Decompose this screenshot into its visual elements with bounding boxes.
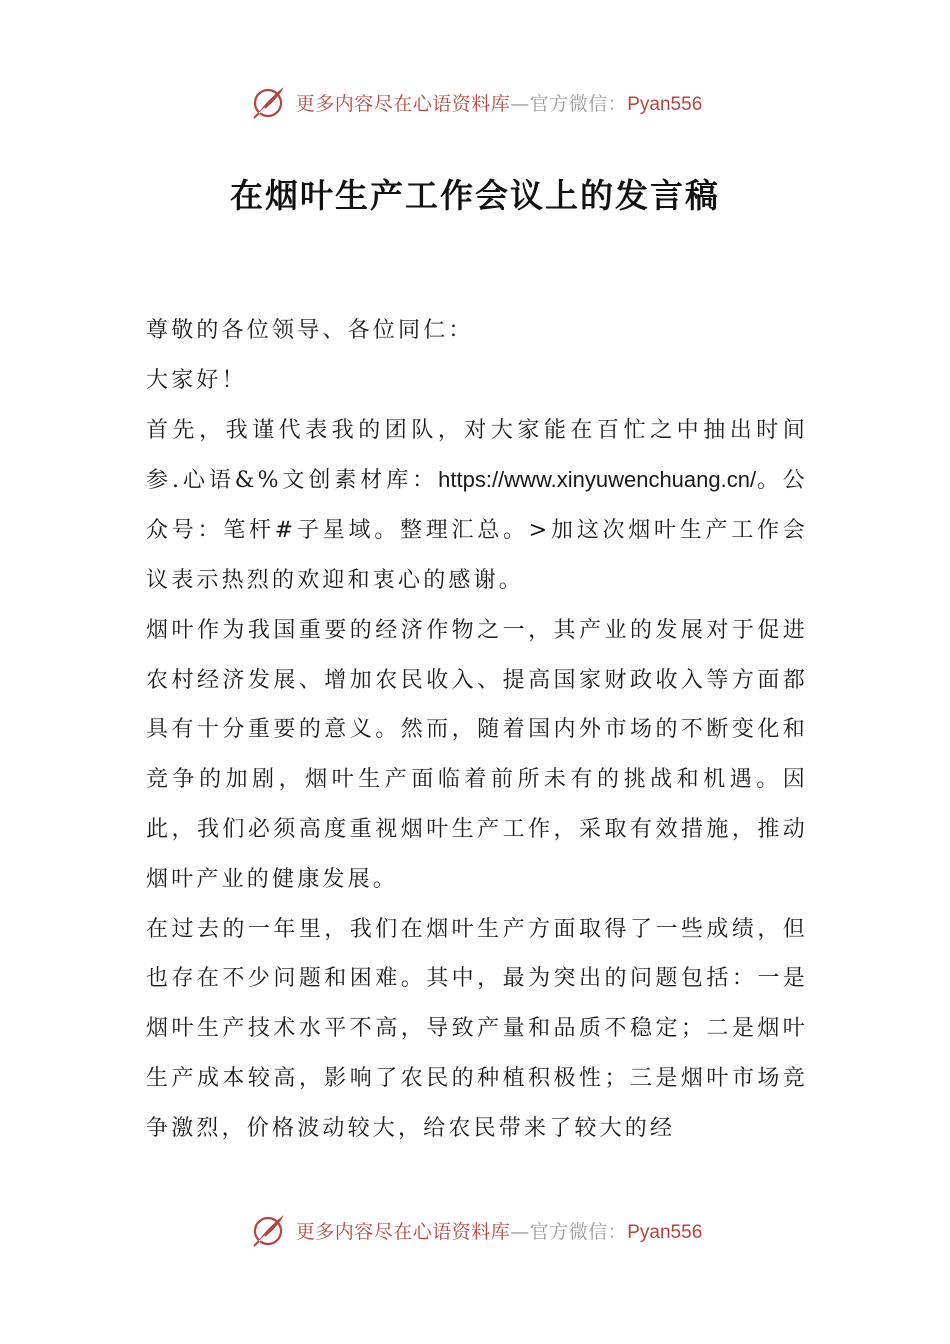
- banner-wechat-label: 官方微信：: [529, 1220, 628, 1243]
- banner-text: [296, 1217, 703, 1244]
- salutation: 尊敬的各位领导、各位同仁：: [146, 318, 474, 343]
- paragraph-1-part-b: 。公众号：笔杆#子星域。整理汇总。>加这次烟叶生产工作会议表示热烈的欢迎和衷心的感谢。: [146, 468, 808, 593]
- banner-wechat-id: Pyan556: [627, 93, 703, 115]
- footer-banner: [0, 1208, 950, 1252]
- greeting: 大家好！: [146, 367, 247, 393]
- quill-pen-logo-icon: [248, 1210, 288, 1250]
- header-banner: [0, 80, 950, 124]
- paragraph-3: 在过去的一年里，我们在烟叶生产方面取得了一些成绩，但也存在不少问题和困难。其中，最为突出的问题包括：一是烟叶生产技术水平不高，导致产量和品质不稳定；二是烟叶生产成本较高，影响了农民的种植积极性；三是烟叶市场竞争激烈，价格波动较大，给农民带来了较大的经: [146, 916, 808, 1141]
- banner-main-text: 更多内容尽在心语资料库: [295, 1220, 511, 1243]
- quill-pen-logo-icon: [248, 82, 288, 122]
- document-body: [146, 306, 808, 1154]
- paragraph-2: 烟叶作为我国重要的经济作物之一，其产业的发展对于促进农村经济发展、增加农民收入、提高国家财政收入等方面都具有十分重要的意义。然而，随着国内外市场的不断变化和竞争的加剧，烟叶生产面临着前所未有的挑战和机遇。因此，我们必须高度重视烟叶生产工作，采取有效措施，推动烟叶产业的健康发展。: [146, 617, 808, 892]
- paragraph-1: [146, 406, 808, 606]
- banner-main-text: 更多内容尽在心语资料库: [295, 92, 511, 115]
- banner-wechat-id: Pyan556: [627, 1221, 703, 1243]
- banner-wechat-label: 官方微信：: [529, 92, 628, 115]
- banner-dash: —: [510, 92, 530, 115]
- banner-text: [296, 89, 703, 116]
- paragraph-1-url: https://www.xinyuwenchuang.cn/: [438, 467, 757, 493]
- document-title: 在烟叶生产工作会议上的发言稿: [230, 176, 720, 215]
- banner-dash: —: [510, 1220, 530, 1243]
- paragraph-1-part-a: 首先，我谨代表我的团队，对大家能在百忙之中抽出时间参.心语&%文创素材库：: [146, 417, 808, 494]
